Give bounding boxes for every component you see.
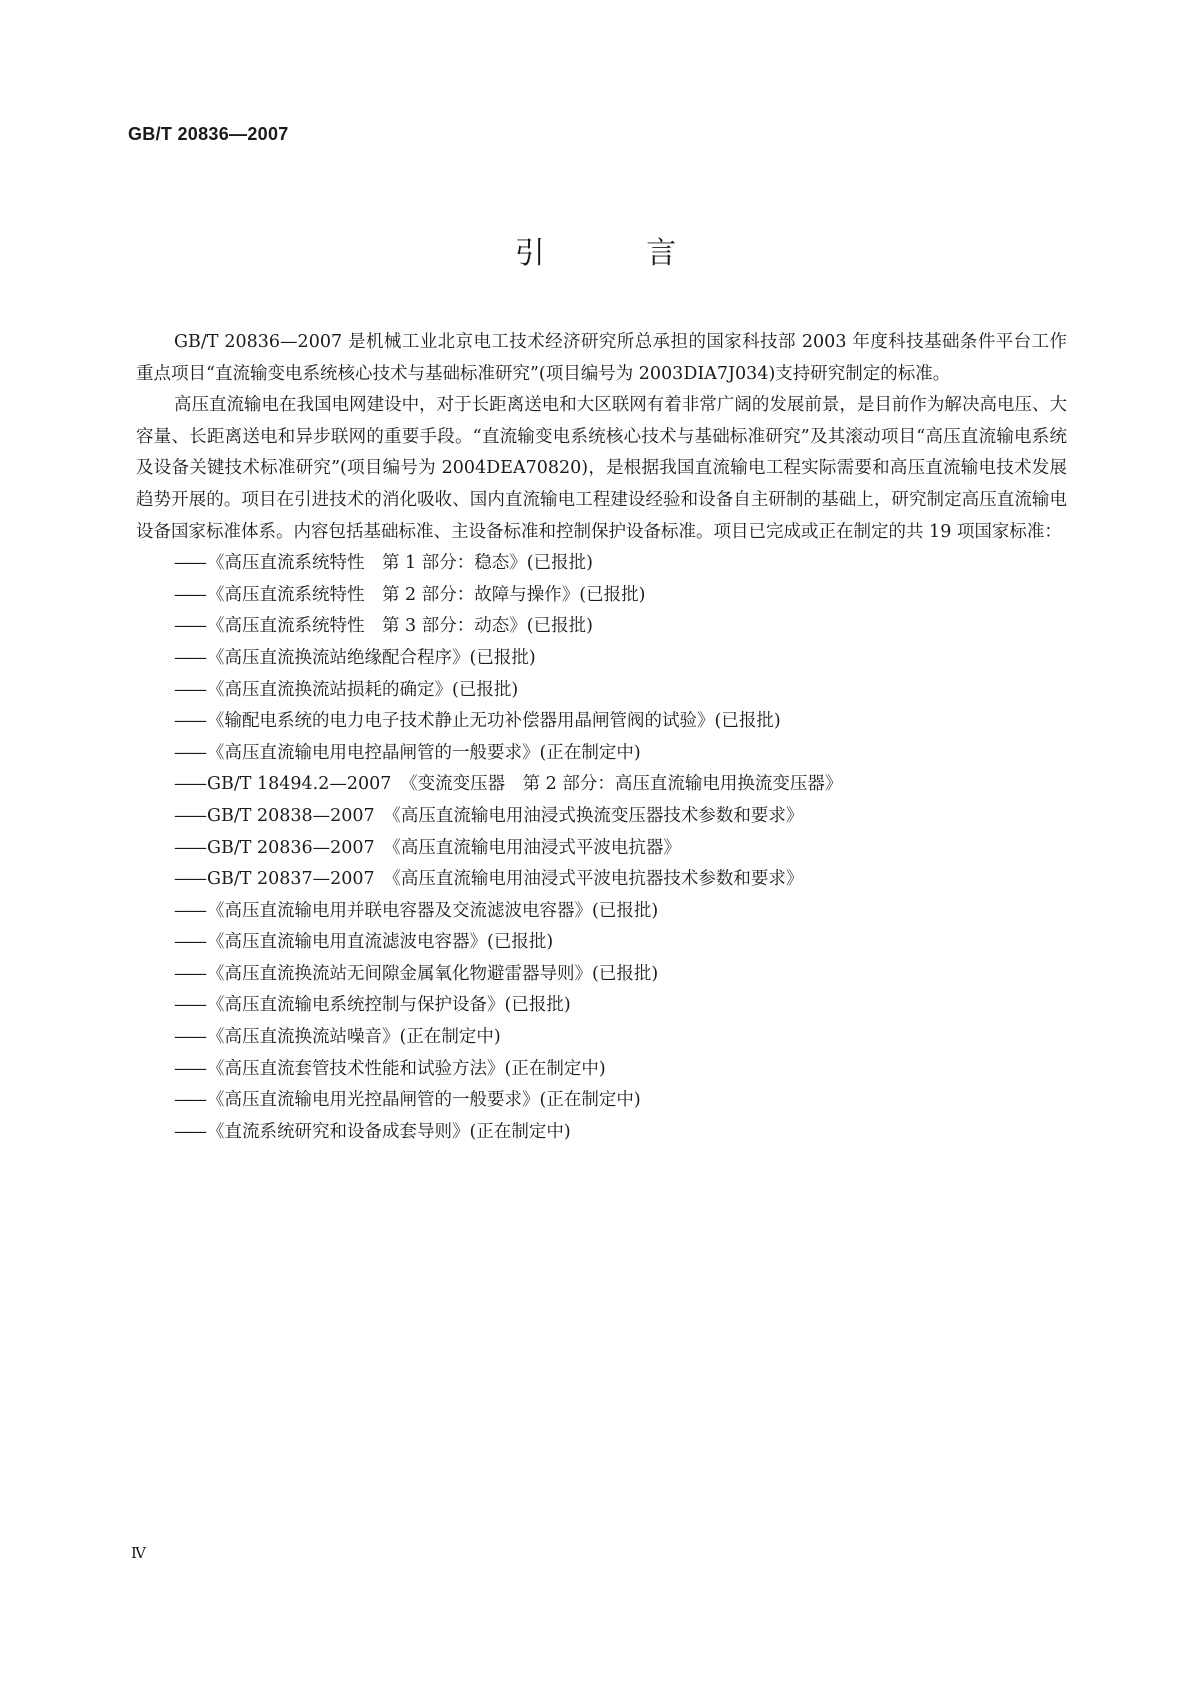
list-dash: ——	[174, 1058, 205, 1079]
list-dash: ——	[174, 1121, 205, 1142]
standard-title: 《高压直流系统特性 第 3 部分：动态》(已报批)	[207, 616, 593, 637]
standards-list-item	[136, 864, 1067, 896]
list-dash: ——	[174, 711, 205, 732]
list-dash: ——	[174, 742, 205, 763]
standard-title: 《直流系统研究和设备成套导则》(正在制定中)	[207, 1121, 571, 1142]
page-number: Ⅳ	[131, 1544, 146, 1562]
standard-title: 《高压直流套管技术性能和试验方法》(正在制定中)	[207, 1058, 606, 1079]
standards-list-item	[136, 833, 1067, 865]
standards-list-item	[136, 990, 1067, 1022]
standard-title: 《高压直流换流站绝缘配合程序》(已报批)	[207, 647, 536, 668]
list-dash: ——	[174, 837, 205, 858]
standard-title: 《高压直流换流站无间隙金属氧化物避雷器导则》(已报批)	[207, 963, 659, 984]
list-dash: ——	[174, 679, 205, 700]
list-dash: ——	[174, 1090, 205, 1111]
list-dash: ——	[174, 932, 205, 953]
standards-list-item	[136, 580, 1067, 612]
list-dash: ——	[174, 995, 205, 1016]
list-dash: ——	[174, 584, 205, 605]
standards-list-item	[136, 548, 1067, 580]
standard-title: 《输配电系统的电力电子技术静止无功补偿器用晶闸管阀的试验》(已报批)	[207, 711, 781, 732]
standards-list-item	[136, 738, 1067, 770]
standards-list-item	[136, 769, 1067, 801]
standard-title: 《高压直流输电系统控制与保护设备》(已报批)	[207, 995, 571, 1016]
list-dash: ——	[174, 869, 205, 890]
standards-list-item	[136, 1117, 1067, 1149]
standard-title: 《高压直流换流站损耗的确定》(已报批)	[207, 679, 519, 700]
list-dash: ——	[174, 1027, 205, 1048]
standard-title: 《高压直流系统特性 第 1 部分：稳态》(已报批)	[207, 553, 593, 574]
standards-list-item	[136, 675, 1067, 707]
standard-title: 《高压直流输电用光控晶闸管的一般要求》(正在制定中)	[207, 1090, 641, 1111]
page-title: 引 言	[514, 236, 723, 271]
list-dash: ——	[174, 900, 205, 921]
standard-title: GB/T 20836—2007 《高压直流输电用油浸式平波电抗器》	[207, 837, 681, 858]
intro-paragraph-1: GB/T 20836—2007 是机械工业北京电工技术经济研究所总承担的国家科技部 2003 年度科技基础条件平台工作重点项目“直流输变电系统核心技术与基础标准研究”(项目编号为 2003DIA7J034)支持研究制定的标准。	[136, 332, 1067, 384]
standards-list-item	[136, 1054, 1067, 1086]
list-dash: ——	[174, 805, 205, 826]
standard-title: 《高压直流换流站噪音》(正在制定中)	[207, 1027, 501, 1048]
standard-title: 《高压直流输电用并联电容器及交流滤波电容器》(已报批)	[207, 900, 659, 921]
standards-list-item	[136, 706, 1067, 738]
standards-list-item	[136, 643, 1067, 675]
standards-list-item	[136, 611, 1067, 643]
standard-code-header: GB/T 20836—2007	[128, 124, 289, 144]
list-dash: ——	[174, 616, 205, 637]
standards-list-item	[136, 896, 1067, 928]
standards-list	[136, 548, 1067, 1148]
standard-title: GB/T 20838—2007 《高压直流输电用油浸式换流变压器技术参数和要求》	[207, 805, 804, 826]
list-dash: ——	[174, 774, 205, 795]
standard-title: 《高压直流系统特性 第 2 部分：故障与操作》(已报批)	[207, 584, 646, 605]
list-dash: ——	[174, 553, 205, 574]
list-dash: ——	[174, 963, 205, 984]
standards-list-item	[136, 1022, 1067, 1054]
standard-title: 《高压直流输电用直流滤波电容器》(已报批)	[207, 932, 554, 953]
intro-paragraph-2: 高压直流输电在我国电网建设中，对于长距离送电和大区联网有着非常广阔的发展前景，是目前作为解决高电压、大容量、长距离送电和异步联网的重要手段。“直流输变电系统核心技术与基础标准研究”及其滚动项目“高压直流输电系统及设备关键技术标准研究”(项目编号为 2004DEA70820)，是根据我国直流输电工程实际需要和高压直流输电技术发展趋势开展的。项目在引进技术的消化吸收、国内直流输电工程建设经验和设备自主研制的基础上，研究制定高压直流输电设备国家标准体系。内容包括基础标准、主设备标准和控制保护设备标准。项目已完成或正在制定的共 19 项国家标准：	[136, 395, 1067, 542]
standard-title: GB/T 18494.2—2007 《变流变压器 第 2 部分：高压直流输电用换流变压器》	[207, 774, 843, 795]
standard-title: 《高压直流输电用电控晶闸管的一般要求》(正在制定中)	[207, 742, 641, 763]
standards-list-item	[136, 959, 1067, 991]
list-dash: ——	[174, 647, 205, 668]
standard-title: GB/T 20837—2007 《高压直流输电用油浸式平波电抗器技术参数和要求》	[207, 869, 804, 890]
standards-list-item	[136, 1085, 1067, 1117]
standards-list-item	[136, 927, 1067, 959]
standards-list-item	[136, 801, 1067, 833]
document-body	[136, 327, 1067, 1148]
